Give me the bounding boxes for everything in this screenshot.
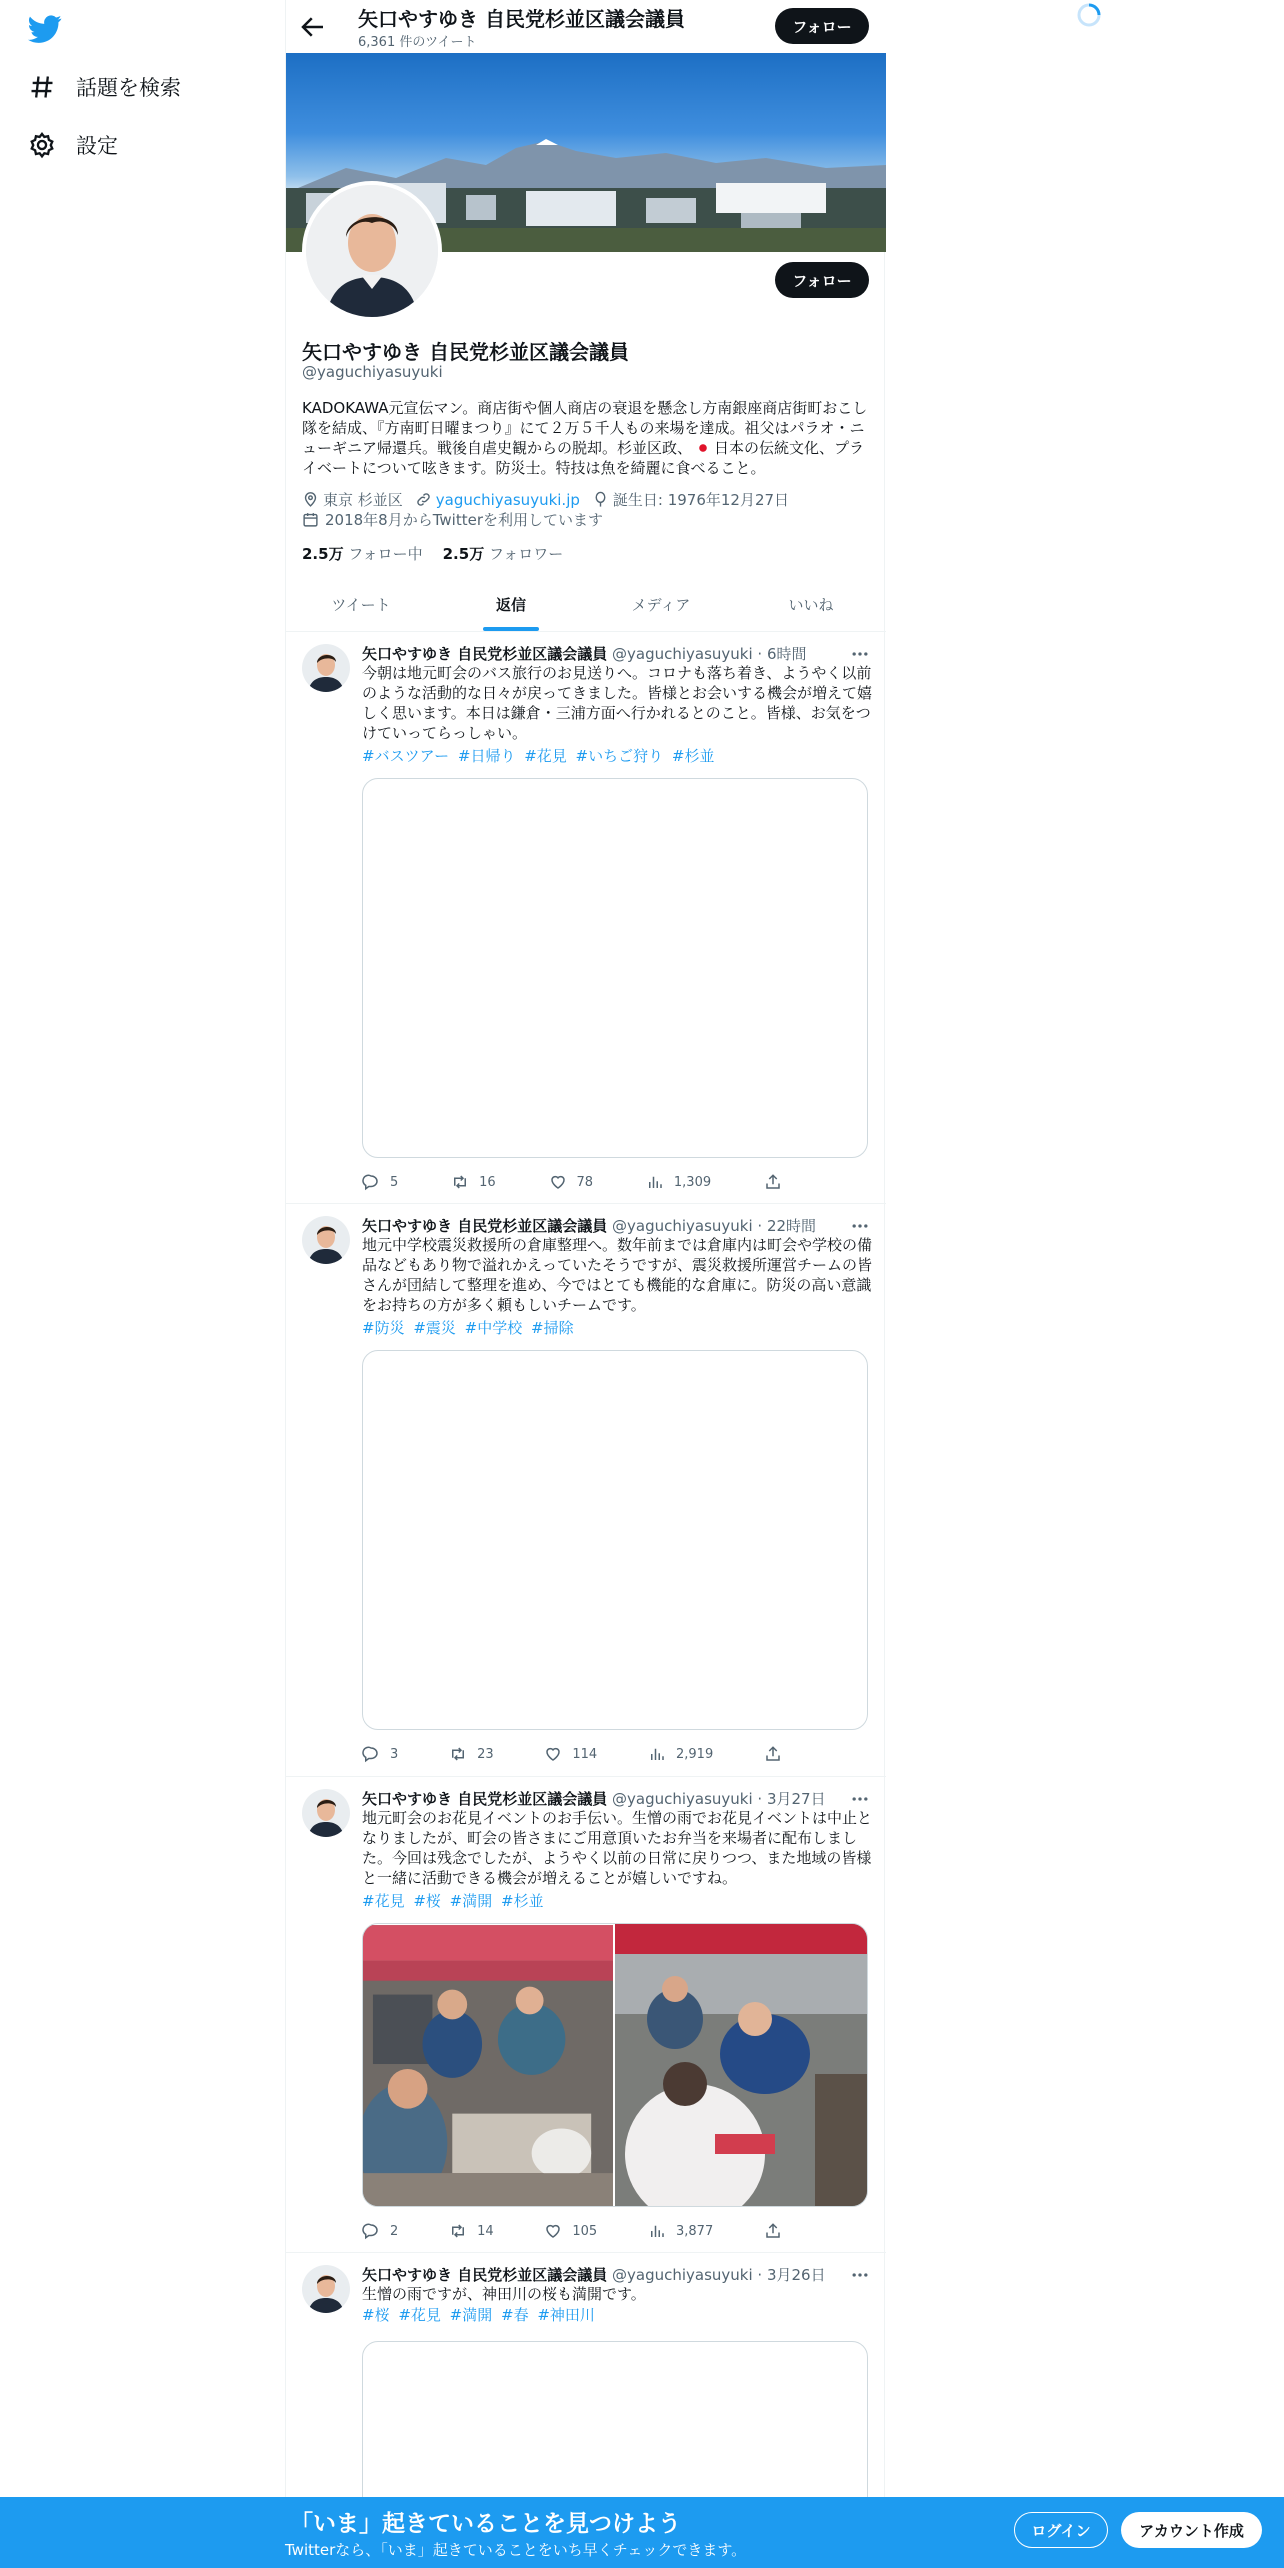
tab-replies[interactable]: 返信 bbox=[436, 578, 586, 631]
tweet-media-placeholder[interactable] bbox=[362, 1350, 868, 1730]
japan-flag-icon bbox=[695, 442, 711, 454]
reply-button[interactable] bbox=[362, 1172, 398, 1192]
more-options-icon[interactable] bbox=[850, 2265, 870, 2285]
tweet-item[interactable] bbox=[286, 1777, 886, 2253]
tweet-text: 生憎の雨ですが、神田川の桜も満開です。 bbox=[362, 2285, 646, 2303]
retweet-icon bbox=[449, 1745, 467, 1763]
following-link[interactable] bbox=[302, 543, 423, 564]
retweet-button[interactable] bbox=[451, 1172, 496, 1192]
followers-count: 2.5万 bbox=[442, 545, 485, 563]
followers-link[interactable] bbox=[443, 543, 564, 564]
tweet-hashtags[interactable]: #花見 #桜 #満開 #杉並 bbox=[362, 1892, 544, 1910]
profile-column bbox=[285, 0, 885, 2568]
tab-media[interactable]: メディア bbox=[631, 596, 691, 614]
view-count: 1,309 bbox=[673, 1174, 712, 1190]
tweet-media-placeholder[interactable] bbox=[362, 778, 868, 1158]
person-avatar-icon bbox=[306, 185, 438, 317]
share-button[interactable] bbox=[764, 2221, 782, 2241]
hashtag-icon bbox=[28, 73, 56, 101]
tweet-actions bbox=[362, 2221, 782, 2241]
nav-settings-label: 設定 bbox=[76, 134, 118, 158]
tweet-header bbox=[362, 1788, 826, 1809]
tweet-actions bbox=[362, 1744, 782, 1764]
profile-location bbox=[302, 489, 403, 510]
tweet-hashtags[interactable]: #バスツアー #日帰り #花見 #いちご狩り #杉並 bbox=[362, 747, 715, 765]
heart-icon bbox=[549, 1173, 567, 1191]
tweet-text: 今朝は地元町会のバス旅行のお見送りへ。コロナも落ち着き、ようやく以前のような活動的な日々が戻ってきました。皆様とお会いする機会が増えて嬉しく思います。本日は鎌倉・三浦方面へ行かれるとのこと。皆様、お気をつけていってらっしゃい。 bbox=[362, 664, 873, 742]
heart-icon bbox=[544, 1745, 562, 1763]
heart-icon bbox=[544, 2222, 562, 2240]
tweet-item[interactable] bbox=[286, 632, 886, 1204]
header-name: 矢口やすゆき 自民党杉並区議会議員 bbox=[358, 7, 685, 31]
link-icon bbox=[415, 491, 432, 508]
retweet-button[interactable] bbox=[449, 1744, 494, 1764]
reply-count: 2 bbox=[390, 2223, 399, 2239]
back-arrow-icon[interactable] bbox=[298, 12, 328, 42]
tweet-hashtags[interactable]: #防災 #震災 #中学校 #掃除 bbox=[362, 1319, 574, 1337]
tweet-actions bbox=[362, 1172, 782, 1192]
retweet-count: 23 bbox=[477, 1746, 494, 1762]
like-count: 78 bbox=[576, 1174, 594, 1190]
retweet-icon bbox=[449, 2222, 467, 2240]
birthday-text: 誕生日: 1976年12月27日 bbox=[612, 491, 790, 509]
share-button[interactable] bbox=[764, 1744, 782, 1764]
nav-settings[interactable] bbox=[28, 130, 118, 160]
tweet-author-name[interactable]: 矢口やすゆき 自民党杉並区議会議員 bbox=[362, 2266, 608, 2284]
following-count: 2.5万 bbox=[302, 545, 344, 563]
profile-bio bbox=[302, 398, 872, 478]
loading-spinner-icon bbox=[1076, 2, 1102, 28]
tweet-photo-grid bbox=[362, 1923, 868, 2207]
tweet-avatar[interactable] bbox=[302, 1216, 350, 1264]
view-count: 2,919 bbox=[676, 1746, 714, 1762]
tweet-photo-1[interactable] bbox=[363, 1924, 615, 2207]
tweet-author-name[interactable]: 矢口やすゆき 自民党杉並区議会議員 bbox=[362, 1217, 608, 1235]
reply-button[interactable] bbox=[362, 2221, 398, 2241]
views-button[interactable] bbox=[646, 1172, 711, 1192]
retweet-count: 16 bbox=[479, 1174, 496, 1190]
profile-meta-row bbox=[302, 489, 789, 510]
person-avatar-icon bbox=[302, 2265, 350, 2313]
tweet-avatar[interactable] bbox=[302, 2265, 350, 2313]
more-options-icon[interactable] bbox=[850, 1789, 870, 1809]
reply-button[interactable] bbox=[362, 1744, 398, 1764]
location-pin-icon bbox=[302, 491, 319, 508]
signup-banner-subtitle: Twitterなら、「いま」起きていることをいち早くチェックできます。 bbox=[285, 2541, 747, 2559]
tweet-header bbox=[362, 1215, 816, 1236]
like-button[interactable] bbox=[544, 1744, 597, 1764]
bio-text-part1: KADOKAWA元宣伝マン。商店街や個人商店の衰退を懸念し方南銀座商店街町おこし隊を結成、『方南町日曜まつり』にて２万５千人もの来場を達成。祖父はパラオ・ニューギニア帰還兵。戦後自虐史観からの脱却。杉並区政、 bbox=[302, 399, 868, 457]
tweet-meta[interactable]: @yaguchiyasuyuki · 3月26日 bbox=[612, 2266, 826, 2284]
tweet-text: 地元中学校震災救援所の倉庫整理へ。数年前までは倉庫内は町会や学校の備品などもあり物で溢れかえっていたそうですが、震災救援所運営チームの皆さんが団結して整理を進め、今ではとても機能的な倉庫に。防災の高い意識をお持ちの方が多く頼もしいチームです。 bbox=[362, 1236, 873, 1314]
tweet-author-name[interactable]: 矢口やすゆき 自民党杉並区議会議員 bbox=[362, 1790, 608, 1808]
tweet-hashtags[interactable]: #桜 #花見 #満開 #春 #神田川 bbox=[362, 2306, 595, 2324]
tweet-meta[interactable]: @yaguchiyasuyuki · 22時間 bbox=[612, 1217, 817, 1235]
tweet-header bbox=[362, 2264, 826, 2285]
views-button[interactable] bbox=[648, 2221, 713, 2241]
calendar-icon bbox=[302, 511, 319, 528]
profile-avatar[interactable] bbox=[302, 181, 442, 321]
profile-website[interactable] bbox=[415, 491, 580, 509]
analytics-icon bbox=[648, 1745, 666, 1763]
profile-tabs bbox=[286, 578, 886, 632]
tweet-text: 地元町会のお花見イベントのお手伝い。生憎の雨でお花見イベントは中止となりましたが、町会の皆さまにご用意頂いたお弁当を来場者に配布しました。今回は残念でしたが、ようやく以前の日常に戻りつつ、また地域の皆様と一緒に活動できる機会が増えることが嬉しいですね。 bbox=[362, 1809, 873, 1887]
like-count: 114 bbox=[572, 1746, 598, 1762]
bio-text-part2: 日本の伝統文化、プライベートについて呟きます。防災士。特技は魚を綺麗に食べること。 bbox=[302, 439, 865, 477]
reply-count: 3 bbox=[390, 1746, 399, 1762]
more-options-icon[interactable] bbox=[850, 644, 870, 664]
tweet-photo-2[interactable] bbox=[615, 1924, 867, 2207]
profile-birthday bbox=[592, 489, 789, 510]
following-label: フォロー中 bbox=[348, 545, 423, 563]
profile-follow-stats bbox=[302, 543, 563, 564]
profile-joined-row bbox=[302, 509, 603, 530]
followers-label: フォロワー bbox=[488, 545, 564, 563]
tweet-header bbox=[362, 643, 807, 664]
retweet-icon bbox=[451, 1173, 469, 1191]
tweet-item[interactable] bbox=[286, 1204, 886, 1777]
tweet-author-name[interactable]: 矢口やすゆき 自民党杉並区議会議員 bbox=[362, 645, 608, 663]
view-count: 3,877 bbox=[676, 2223, 714, 2239]
share-button[interactable] bbox=[764, 1172, 782, 1192]
person-avatar-icon bbox=[302, 1789, 350, 1837]
gear-icon bbox=[28, 131, 56, 159]
retweet-button[interactable] bbox=[449, 2221, 494, 2241]
share-icon bbox=[764, 2222, 782, 2240]
login-button[interactable]: ログイン bbox=[1014, 2512, 1108, 2548]
analytics-icon bbox=[648, 2222, 666, 2240]
profile-name: 矢口やすゆき 自民党杉並区議会議員 bbox=[302, 340, 629, 364]
views-button[interactable] bbox=[648, 1744, 713, 1764]
profile-header-bar bbox=[286, 0, 886, 53]
profile-follow-button[interactable]: フォロー bbox=[775, 262, 869, 298]
person-avatar-icon bbox=[302, 644, 350, 692]
create-account-button[interactable]: アカウント作成 bbox=[1121, 2512, 1262, 2548]
like-button[interactable] bbox=[544, 2221, 597, 2241]
twitter-logo-icon[interactable] bbox=[28, 12, 62, 46]
signup-banner bbox=[0, 2497, 1284, 2568]
nav-explore[interactable] bbox=[28, 72, 181, 102]
tab-likes[interactable]: いいね bbox=[788, 596, 834, 614]
more-options-icon[interactable] bbox=[850, 1216, 870, 1236]
share-icon bbox=[764, 1173, 782, 1191]
like-button[interactable] bbox=[549, 1172, 594, 1192]
share-icon bbox=[764, 1745, 782, 1763]
reply-icon bbox=[362, 1173, 380, 1191]
tweet-avatar[interactable] bbox=[302, 1789, 350, 1837]
tweet-avatar[interactable] bbox=[302, 644, 350, 692]
retweet-count: 14 bbox=[477, 2223, 494, 2239]
joined-text: 2018年8月からTwitterを利用しています bbox=[325, 511, 603, 529]
like-count: 105 bbox=[572, 2223, 598, 2239]
profile-handle: @yaguchiyasuyuki bbox=[302, 363, 443, 381]
website-link[interactable]: yaguchiyasuyuki.jp bbox=[435, 490, 580, 509]
header-follow-button[interactable]: フォロー bbox=[775, 8, 869, 44]
reply-count: 5 bbox=[390, 1174, 399, 1190]
reply-icon bbox=[362, 2222, 380, 2240]
tweet-meta[interactable]: @yaguchiyasuyuki · 6時間 bbox=[612, 645, 807, 663]
analytics-icon bbox=[646, 1173, 664, 1191]
location-text: 東京 杉並区 bbox=[323, 491, 403, 509]
header-tweet-count: 6,361 件のツイート bbox=[358, 35, 477, 50]
reply-icon bbox=[362, 1745, 380, 1763]
nav-explore-label: 話題を検索 bbox=[76, 76, 181, 100]
balloon-icon bbox=[592, 491, 609, 508]
tab-tweets[interactable]: ツイート bbox=[331, 596, 391, 614]
person-avatar-icon bbox=[302, 1216, 350, 1264]
signup-banner-title: 「いま」起きていることを見つけよう bbox=[290, 2511, 681, 2537]
tweet-meta[interactable]: @yaguchiyasuyuki · 3月27日 bbox=[612, 1790, 826, 1808]
